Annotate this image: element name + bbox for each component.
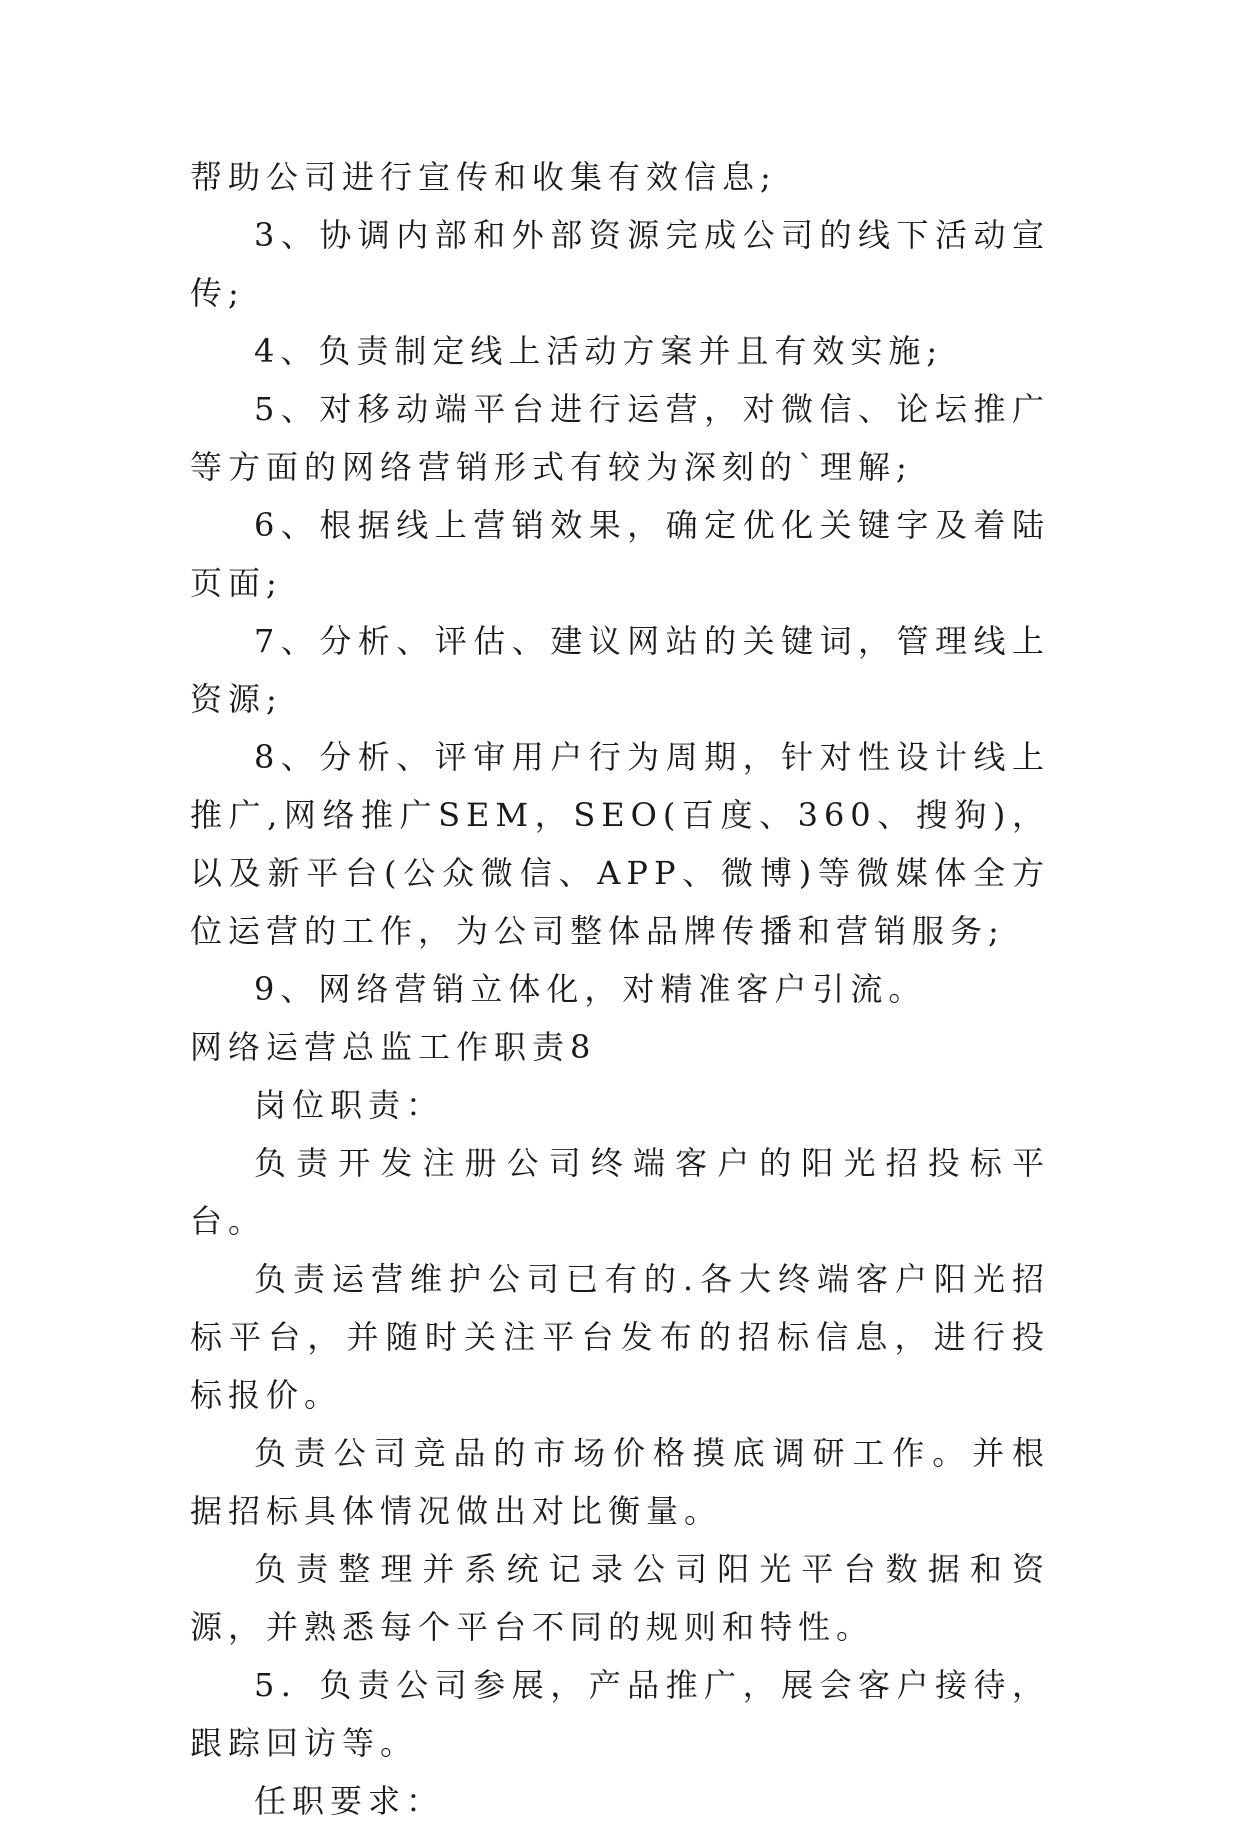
paragraph: 任职要求： (254, 1782, 445, 1820)
paragraph: 9、网络营销立体化，对精准客户引流。 (254, 970, 927, 1008)
paragraph: 7、分析、评估、建议网站的关键词，管理线上资源; (190, 622, 1050, 718)
paragraph: 负责开发注册公司终端客户的阳光招投标平台。 (190, 1144, 1050, 1240)
paragraph: 6、根据线上营销效果，确定优化关键字及着陆页面; (190, 506, 1050, 602)
document-body (190, 148, 1050, 1830)
paragraph: 岗位职责： (254, 1086, 445, 1124)
paragraph: 帮助公司进行宣传和收集有效信息; (190, 158, 777, 196)
section-title: 网络运营总监工作职责8 (190, 1028, 597, 1066)
paragraph: 5．负责公司参展，产品推广，展会客户接待，跟踪回访等。 (190, 1666, 1050, 1762)
paragraph: 负责运营维护公司已有的.各大终端客户阳光招标平台，并随时关注平台发布的招标信息，进行投标报价。 (190, 1260, 1050, 1414)
paragraph: 负责整理并系统记录公司阳光平台数据和资源，并熟悉每个平台不同的规则和特性。 (190, 1550, 1050, 1646)
paragraph: 8、分析、评审用户行为周期，针对性设计线上推广,网络推广SEM，SEO(百度、360、搜狗)，以及新平台(公众微信、APP、微博)等微媒体全方位运营的工作，为公司整体品牌传播和营销服务; (190, 738, 1050, 950)
paragraph: 3、协调内部和外部资源完成公司的线下活动宣传; (190, 216, 1050, 312)
paragraph: 4、负责制定线上活动方案并且有效实施; (254, 332, 944, 370)
paragraph: 负责公司竞品的市场价格摸底调研工作。并根据招标具体情况做出对比衡量。 (190, 1434, 1050, 1530)
paragraph: 5、对移动端平台进行运营，对微信、论坛推广等方面的网络营销形式有较为深刻的`理解; (190, 390, 1050, 486)
